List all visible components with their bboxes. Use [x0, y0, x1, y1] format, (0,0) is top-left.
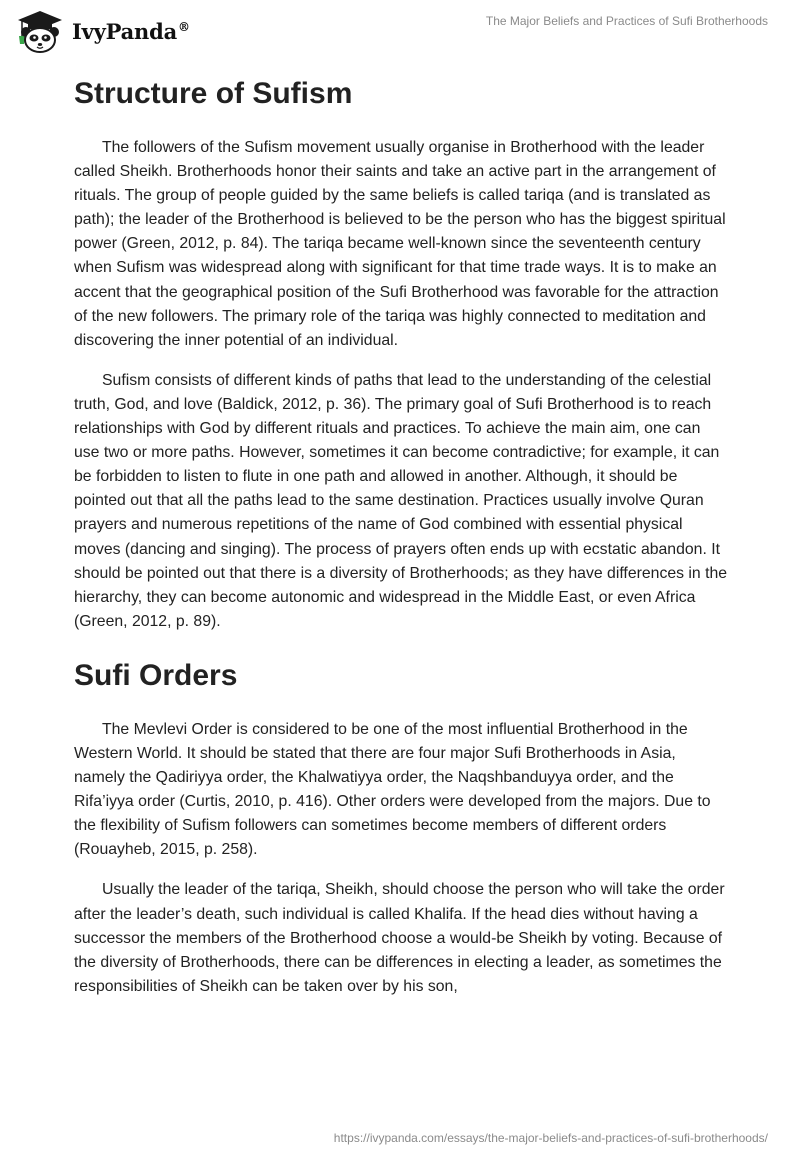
- site-logo[interactable]: [14, 8, 190, 54]
- paragraph: Usually the leader of the tariqa, Sheikh, should choose the person who will take the order after the leader’s death, such individual is called Khalifa. If the head dies without having a successor the members of the Brotherhood choose a would-be Sheikh by voting. Because of the diversity of Brotherhoods, there can be differences in electing a leader, as sometimes the responsibilities of Sheikh can be taken over by his son,: [74, 881, 725, 995]
- paragraph: The followers of the Sufism movement usually organise in Brotherhood with the leader called Sheikh. Brotherhoods honor their saints and take an active part in the arrangement of rituals. The group of people guided by the same beliefs is called tariqa (and is translated as path); the leader of the Brotherhood is believed to be the person who has the biggest spiritual power (Green, 2012, p. 84). The tariqa became well-known since the seventeenth century when Sufism was widespread along with significant for that time trade ways. It is to make an accent that the geographical position of the Sufi Brotherhood was favorable for the attraction of the new followers. The primary role of the tariqa was highly connected to meditation and discovering the inner potential of an individual.: [74, 139, 726, 349]
- source-url-link[interactable]: https://ivypanda.com/essays/the-major-beliefs-and-practices-of-sufi-brotherhoods/: [333, 1131, 768, 1145]
- essay-content: [74, 70, 728, 1015]
- section-heading-sufi-orders: Sufi Orders: [74, 658, 238, 692]
- paragraph: The Mevlevi Order is considered to be one of the most influential Brotherhood in the Western World. It should be stated that there are four major Sufi Brotherhoods in Asia, namely the Qadiriyya order, the Khalwatiyya order, the Naqshbanduyya order, and the Rifa’iyya order (Curtis, 2010, p. 416). Other orders were developed from the majors. Due to the flexibility of Sufism followers can sometimes become members of different orders (Rouayheb, 2015, p. 258).: [74, 720, 711, 859]
- section-heading-structure-of-sufism: Structure of Sufism: [74, 77, 353, 110]
- logo-wordmark: IvyPanda®: [72, 18, 190, 44]
- page-header: [0, 0, 800, 60]
- paragraph: Sufism consists of different kinds of paths that lead to the understanding of the celestial truth, God, and love (Baldick, 2012, p. 36). The primary goal of Sufi Brotherhood is to reach relationships with God by different rituals and practices. To achieve the main aim, one can use two or more paths. However, sometimes it can become contradictive; for example, it can be forbidden to listen to flute in one path and allowed in another. Although, it should be pointed out that all the paths lead to the same destination. Practices usually involve Quran prayers and numerous repetitions of the name of God combined with essential physical moves (dancing and singing). The process of prayers often ends up with ecstatic abandon. It should be pointed out that there is a diversity of Brotherhoods; as they have differences in the hierarchy, they can become autonomic and widespread in the Middle East, or even Africa (Green, 2012, p. 89).: [74, 371, 728, 630]
- panda-graduate-icon: [14, 8, 66, 54]
- document-running-title: The Major Beliefs and Practices of Sufi Brotherhoods: [485, 14, 768, 28]
